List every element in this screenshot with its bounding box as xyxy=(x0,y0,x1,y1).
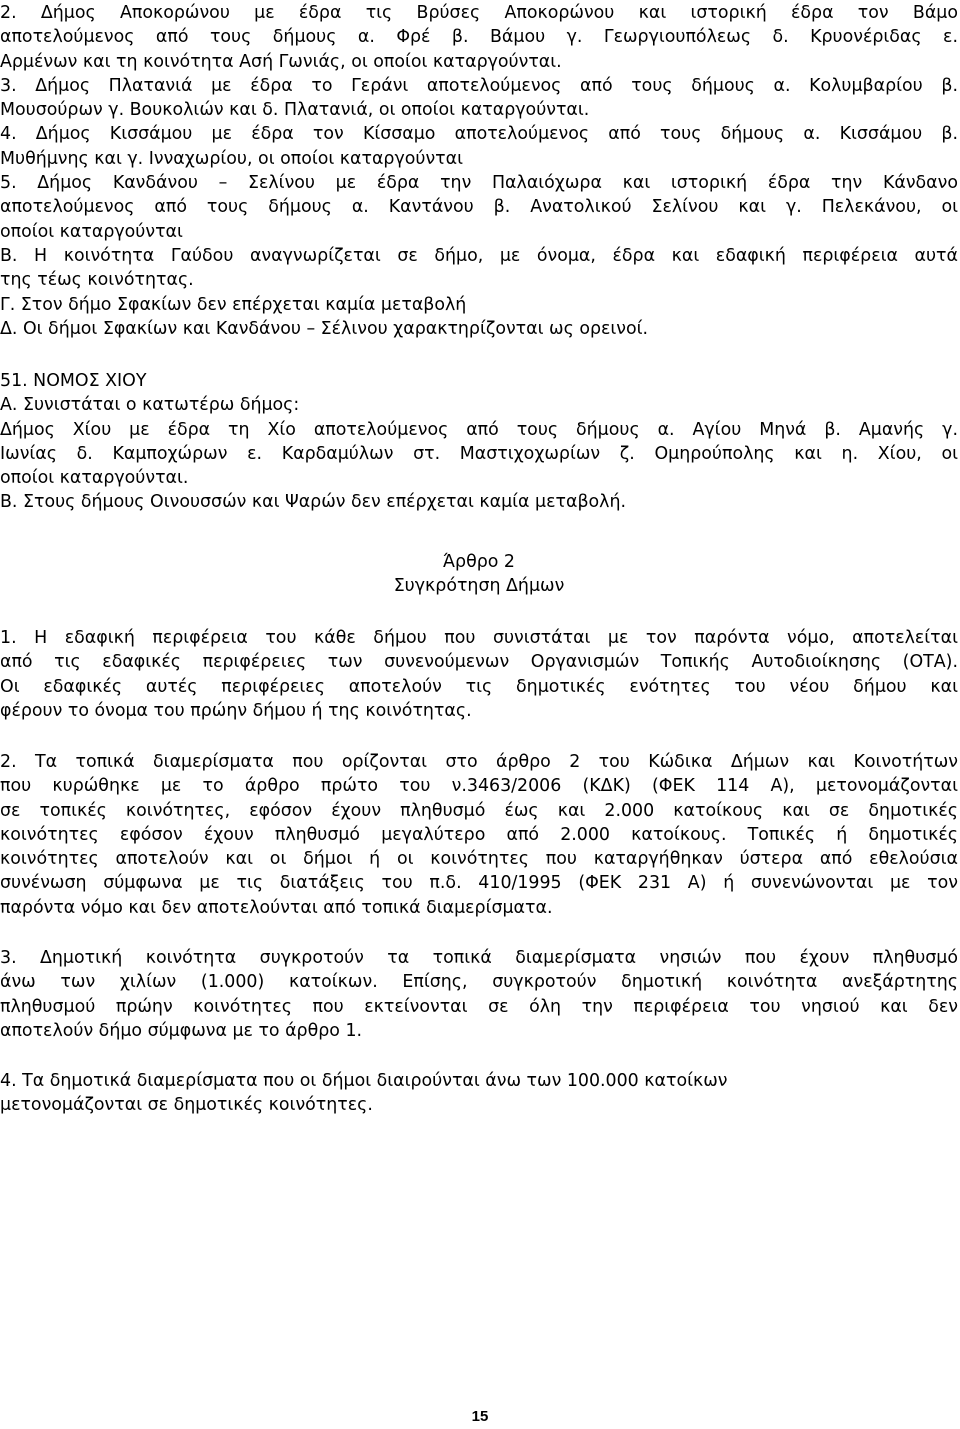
text-line: Δ. Οι δήμοι Σφακίων και Κανδάνου – Σέλινου χαρακτηρίζονται ως ορεινοί. xyxy=(0,318,649,339)
text-line: Β. Η κοινότητα Γαύδου αναγνωρίζεται σε δήμο, με όνομα, έδρα και εδαφική περιφέρεια αυτά xyxy=(0,245,958,266)
text-line: μετονομάζονται σε δημοτικές κοινότητες. xyxy=(0,1095,373,1116)
text-line: άνω των χιλίων (1.000) κατοίκων. Επίσης, συγκροτούν δημοτική κοινότητα ανεξάρτητης xyxy=(0,972,958,993)
section-chios xyxy=(0,369,958,515)
paragraph-4 xyxy=(0,1069,958,1118)
text-line: συνένωση σύμφωνα με τις διατάξεις του π.δ. 410/1995 (ΦΕΚ 231 Α) ή συνενώνονται με τον xyxy=(0,873,958,894)
paragraph-2 xyxy=(0,750,958,920)
text-line: σε τοπικές κοινότητες, εφόσον έχουν πληθυσμό έως και 2.000 κατοίκους και σε δημοτικές xyxy=(0,800,958,821)
text-line: παρόντα νόμο και δεν αποτελούνται από τοπικά διαμερίσματα. xyxy=(0,897,553,918)
text-line: 5. Δήμος Κανδάνου – Σελίνου με έδρα την Παλαιόχωρα και ιστορική έδρα την Κάνδανο xyxy=(0,173,958,194)
text-line: οποίοι καταργούνται. xyxy=(0,468,189,489)
article-heading xyxy=(0,550,958,599)
paragraph-1 xyxy=(0,626,958,723)
text-line: 4. Τα δημοτικά διαμερίσματα που οι δήμοι διαιρούνται άνω των 100.000 κατοίκων xyxy=(0,1071,728,1091)
text-line: 1. Η εδαφική περιφέρεια του κάθε δήμου που συνιστάται με τον παρόντα νόμο, αποτελείται xyxy=(0,628,958,648)
text-line: από τις εδαφικές περιφέρειες των συνενούμενων Οργανισμών Τοπικής Αυτοδιοίκησης (ΟΤΑ). xyxy=(0,652,958,673)
section-heading: 51. ΝΟΜΟΣ ΧΙΟΥ xyxy=(0,371,147,391)
text-line: φέρουν το όνομα του πρώην δήμου ή της κοινότητας. xyxy=(0,700,472,721)
text-line: αποτελούμενος από τους δήμους α. Καντάνου β. Ανατολικού Σελίνου και γ. Πελεκάνου, οι xyxy=(0,197,958,218)
text-line: 2. Τα τοπικά διαμερίσματα που ορίζονται στο άρθρο 2 του Κώδικα Δήμων και Κοινοτήτων xyxy=(0,752,958,772)
text-line: της τέως κοινότητας. xyxy=(0,270,194,291)
paragraph-3 xyxy=(0,946,958,1043)
text-line: 4. Δήμος Κισσάμου με έδρα τον Κίσσαμο αποτελούμενος από τους δήμους α. Κισσάμου β. xyxy=(0,124,958,145)
text-line: 2. Δήμος Αποκορώνου με έδρα τις Βρύσες Αποκορώνου και ιστορική έδρα τον Βάμο xyxy=(0,3,958,23)
page-number: 15 xyxy=(471,1408,489,1425)
text-line: κοινότητες αποτελούν και οι δήμοι ή οι κοινότητες που καταργήθηκαν ύστερα από εθελούσια xyxy=(0,849,958,870)
article-title: Συγκρότηση Δήμων xyxy=(393,576,565,597)
text-line: Γ. Στον δήμο Σφακίων δεν επέρχεται καμία μεταβολή xyxy=(0,294,467,315)
text-line: Αρμένων και τη κοινότητα Ασή Γωνιάς, οι οποίοι καταργούνται. xyxy=(0,51,562,72)
text-line: κοινότητες εφόσον έχουν πληθυσμό μεγαλύτερο από 2.000 κατοίκους. Τοπικές ή δημοτικές xyxy=(0,824,958,845)
text-line: αποτελούν δήμο σύμφωνα με το άρθρο 1. xyxy=(0,1020,363,1041)
text-line: Α. Συνιστάται ο κατωτέρω δήμος: xyxy=(0,395,300,416)
text-line: 3. Δήμος Πλατανιά με έδρα το Γεράνι αποτελούμενος από τους δήμους α. Κολυμβαρίου β. xyxy=(0,75,958,96)
text-line: Δήμος Χίου με έδρα τη Χίο αποτελούμενος από τους δήμους α. Αγίου Μηνά β. Αμανής γ. xyxy=(0,419,958,440)
municipality-list-continuation xyxy=(0,1,958,341)
text-line: Μουσούρων γ. Βουκολιών και δ. Πλατανιά, οι οποίοι καταργούνται. xyxy=(0,100,590,121)
text-line: 3. Δημοτική κοινότητα συγκροτούν τα τοπικά διαμερίσματα νησιών που έχουν πληθυσμό xyxy=(0,948,958,968)
text-line: αποτελούμενος από τους δήμους α. Φρέ β. Βάμου γ. Γεωργιουπόλεως δ. Κρυονέριδας ε. xyxy=(0,27,958,48)
text-line: οποίοι καταργούνται xyxy=(0,221,183,242)
text-line: Μυθήμνης και γ. Ινναχωρίου, οι οποίοι καταργούνται xyxy=(0,148,464,169)
text-line: Οι εδαφικές αυτές περιφέρειες αποτελούν τις δημοτικές ενότητες του νέου δήμου και xyxy=(0,676,958,697)
text-line: Ιωνίας δ. Καμποχώρων ε. Καρδαμύλων στ. Μαστιχοχωρίων ζ. Ομηρούπολης και η. Χίου, οι xyxy=(0,443,958,464)
text-line: Β. Στους δήμους Οινουσσών και Ψαρών δεν επέρχεται καμία μεταβολή. xyxy=(0,492,627,513)
text-line: πληθυσμού πρώην κοινότητες που εκτείνονται σε όλη την περιφέρεια του νησιού και δεν xyxy=(0,996,958,1017)
article-number: Άρθρο 2 xyxy=(443,552,515,572)
text-line: που κυρώθηκε με το άρθρο πρώτο του ν.3463/2006 (ΚΔΚ) (ΦΕΚ 114 Α), μετονομάζονται xyxy=(0,776,958,797)
